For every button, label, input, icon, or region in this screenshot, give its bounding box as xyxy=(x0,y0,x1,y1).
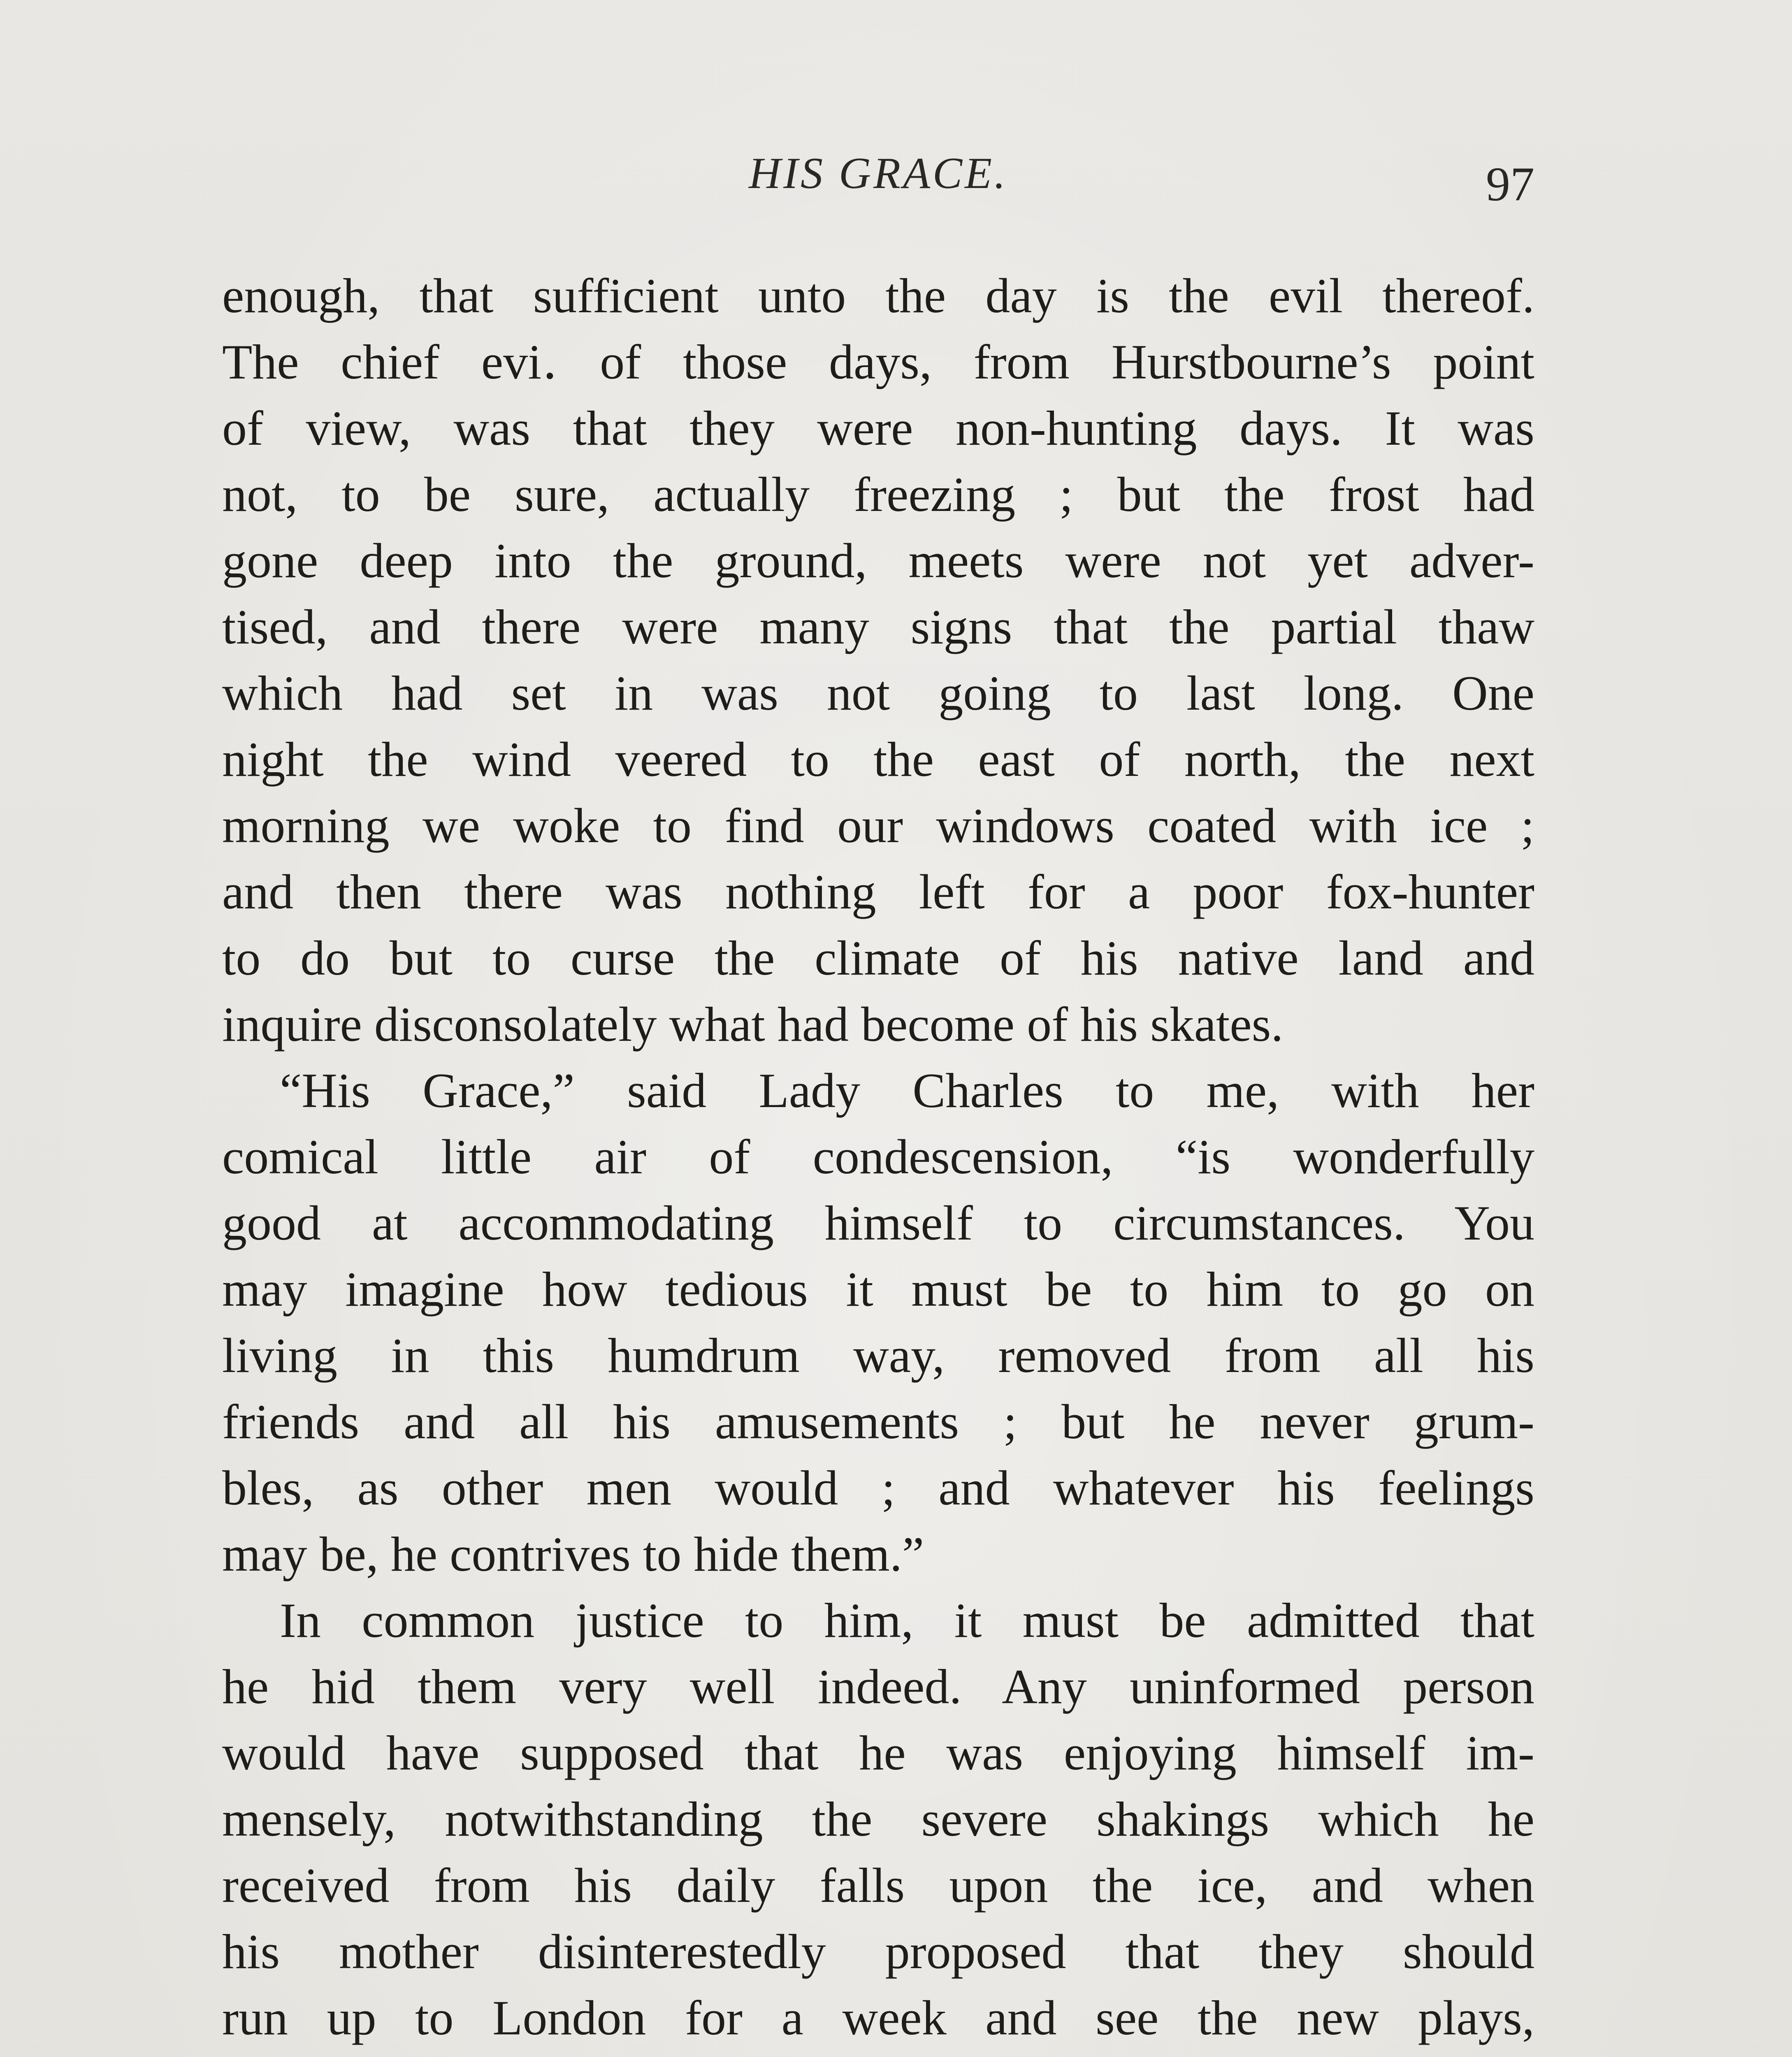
text-line: living in this humdrum way, removed from all his xyxy=(222,1328,1534,1383)
text-line: mensely, notwithstanding the severe shakings which he xyxy=(222,1792,1534,1846)
text-line: enough, that sufficient unto the day is the evil thereof. xyxy=(222,268,1534,323)
text-line: which had set in was not going to last long. One xyxy=(222,666,1534,720)
body-text xyxy=(222,262,1534,2057)
text-line: and then there was nothing left for a poor fox-hunter xyxy=(222,864,1534,919)
page-number: 97 xyxy=(1486,157,1534,211)
text-line: received from his daily falls upon the ice, and when xyxy=(222,1858,1534,1913)
text-line: may be, he contrives to hide them.” xyxy=(222,1527,924,1581)
text-line: may imagine how tedious it must be to him to go on xyxy=(222,1262,1534,1316)
text-line: run up to London for a week and see the new plays, xyxy=(222,1990,1534,2045)
text-line: gone deep into the ground, meets were not yet adver- xyxy=(222,533,1534,588)
text-line: comical little air of condescension, “is wonderfully xyxy=(222,1129,1534,1184)
text-line: inquire disconsolately what had become of his skates. xyxy=(222,997,1284,1052)
text-line: not, to be sure, actually freezing ; but the frost had xyxy=(222,467,1534,522)
text-line: friends and all his amusements ; but he never grum- xyxy=(222,1394,1534,1449)
running-head xyxy=(222,148,1534,214)
text-line: of view, was that they were non-hunting days. It was xyxy=(222,401,1534,455)
text-line: The chief evi․ of those days, from Hurstbourne’s point xyxy=(222,334,1534,389)
text-line: In common justice to him, it must be admitted that xyxy=(280,1593,1534,1648)
text-line: his mother disinterestedly proposed that they should xyxy=(222,1924,1534,1979)
text-line: to do but to curse the climate of his native land and xyxy=(222,931,1534,985)
text-line: good at accommodating himself to circumstances. You xyxy=(222,1196,1534,1250)
text-line: would have supposed that he was enjoying himself im- xyxy=(222,1725,1534,1780)
text-line xyxy=(222,2051,1534,2057)
text-line: morning we woke to find our windows coated with ice ; xyxy=(222,798,1534,853)
text-line: he hid them very well indeed. Any uninformed person xyxy=(222,1659,1534,1714)
text-line: “His Grace,” said Lady Charles to me, with her xyxy=(280,1063,1534,1118)
text-line: tised, and there were many signs that the partial thaw xyxy=(222,599,1534,654)
text-line: night the wind veered to the east of north, the next xyxy=(222,732,1534,787)
text-line: bles, as other men would ; and whatever his feelings xyxy=(222,1460,1534,1515)
running-title: HIS GRACE. xyxy=(749,149,1008,198)
